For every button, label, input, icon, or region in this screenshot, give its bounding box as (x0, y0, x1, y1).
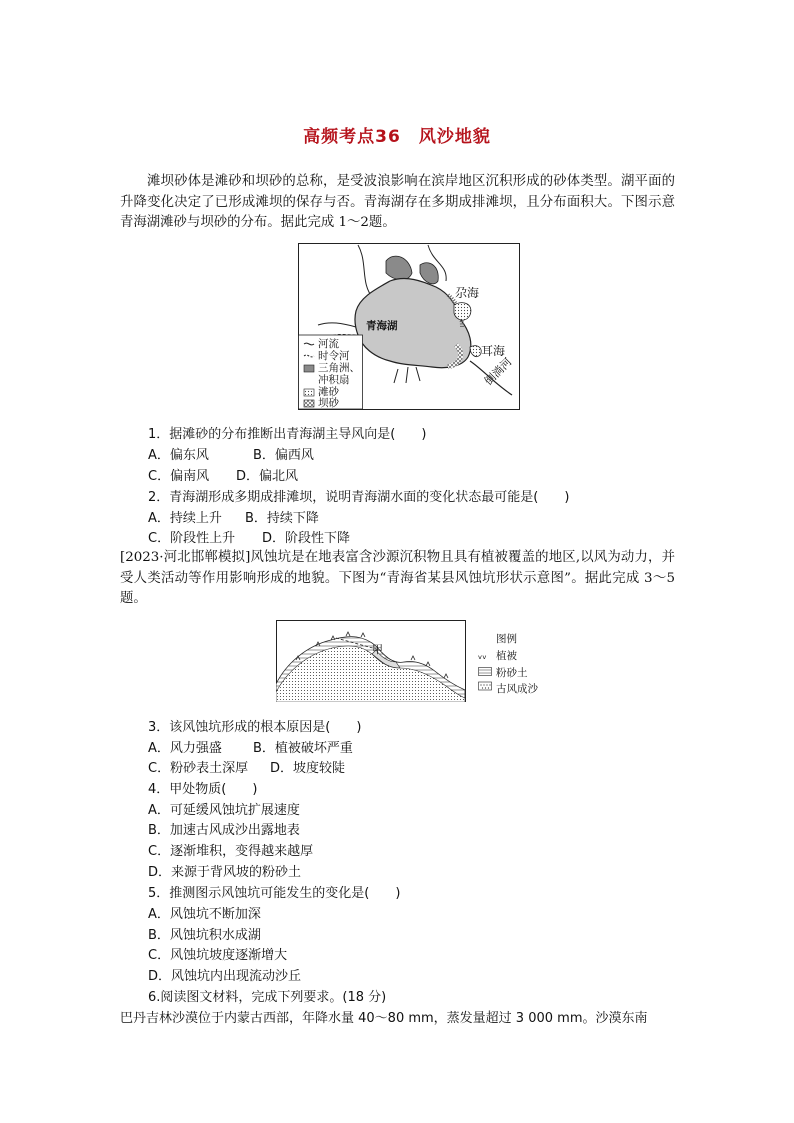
q3-option-a: A．风力强盛 (148, 741, 222, 756)
question-5-stem: 5．推测图示风蚀坑可能发生的变化是( ) (148, 886, 401, 901)
ga-hai-label: 尕海 (455, 286, 480, 300)
q5-option-a: A．风蚀坑不断加深 (148, 907, 261, 922)
legend-delta: 三角洲、 (318, 362, 360, 374)
q3-option-d: D．坡度较陡 (270, 761, 346, 776)
q3-option-c: C．粉砂表土深厚 (148, 761, 249, 776)
page-title: 高频考点36 风沙地貌 (303, 127, 491, 147)
legend-alluvial-fan: 冲积扇 (318, 374, 350, 386)
q3-option-b: B．植被破坏严重 (253, 741, 353, 756)
legend-swatches (478, 667, 492, 691)
fig2-legend-ancient-sand: 古风成沙 (496, 683, 538, 695)
legend-river: 河流 (318, 338, 339, 350)
q4-option-c: C．逐渐堆积，变得越来越厚 (148, 844, 314, 859)
intro-2-paragraph: [2023·河北邯郸模拟]风蚀坑是在地表富含沙源沉积物且具有植被覆盖的地区,以风为动力，并受人类活动等作用影响形成的地貌。下图为“青海省某县风蚀坑形状示意图”。据此完成 3～5题。 (120, 550, 675, 606)
question-3-stem: 3．该风蚀坑形成的根本原因是( ) (148, 720, 362, 735)
jia-label: 甲 (372, 643, 383, 656)
q1-option-d: D．偏北风 (236, 469, 299, 484)
q2-option-c: C．阶段性上升 (148, 531, 236, 546)
fig2-legend-vegetation: 植被 (496, 650, 517, 662)
vegetation-icon: ᵥᵥ (478, 650, 487, 662)
question-4-stem: 4．甲处物质( ) (148, 782, 258, 797)
intro-paragraph: 滩坝砂体是滩砂和坝砂的总称，是受波浪影响在滨岸地区沉积形成的砂体类型。湖平面的升降变化决定了已形成滩坝的保存与否。青海湖存在多期成排滩坝，且分布面积大。下图示意青海湖滩砂与坝砂的分布。据此完成 1～2题。 (120, 174, 675, 230)
er-hai-label: 耳海 (481, 344, 506, 358)
q2-option-b: B．持续下降 (245, 511, 319, 526)
q4-option-a: A．可延缓风蚀坑扩展速度 (148, 803, 300, 818)
q5-option-c: C．风蚀坑坡度逐渐增大 (148, 948, 288, 963)
question-6-stem: 6.阅读图文材料，完成下列要求。(18 分) (148, 990, 387, 1005)
q1-option-b: B．偏西风 (253, 448, 314, 463)
q4-option-b: B．加速古风成沙出露地表 (148, 823, 300, 838)
fig2-legend-silty-soil: 粉砂土 (496, 667, 528, 679)
q2-option-d: D．阶段性下降 (262, 531, 351, 546)
legend-beach-sand: 滩砂 (318, 386, 339, 398)
question-6-text: 巴丹吉林沙漠位于内蒙古西部，年降水量 40～80 mm，蒸发量超过 3 000 mm。沙漠东南 (120, 1011, 648, 1026)
q5-option-d: D．风蚀坑内出现流动沙丘 (148, 969, 302, 984)
legend-bar-sand: 坝砂 (318, 397, 339, 409)
q1-option-a: A．偏东风 (148, 448, 209, 463)
q5-option-b: B．风蚀坑积水成湖 (148, 928, 261, 943)
question-1-stem: 1．据滩砂的分布推断出青海湖主导风向是( ) (148, 427, 427, 442)
question-2-stem: 2．青海湖形成多期成排滩坝，说明青海湖水面的变化状态最可能是( ) (148, 490, 570, 505)
legend-seasonal-river: 时令河 (318, 350, 350, 362)
fig2-legend-title: 图例 (496, 633, 517, 645)
q4-option-d: D．来源于背风坡的粉砂土 (148, 865, 302, 880)
lake-label: 青海湖 (366, 320, 398, 332)
wind-erosion-pit-diagram (276, 620, 466, 702)
river-label: 倒淌河 (481, 355, 515, 388)
q1-option-c: C．偏南风 (148, 469, 210, 484)
q2-option-a: A．持续上升 (148, 511, 222, 526)
